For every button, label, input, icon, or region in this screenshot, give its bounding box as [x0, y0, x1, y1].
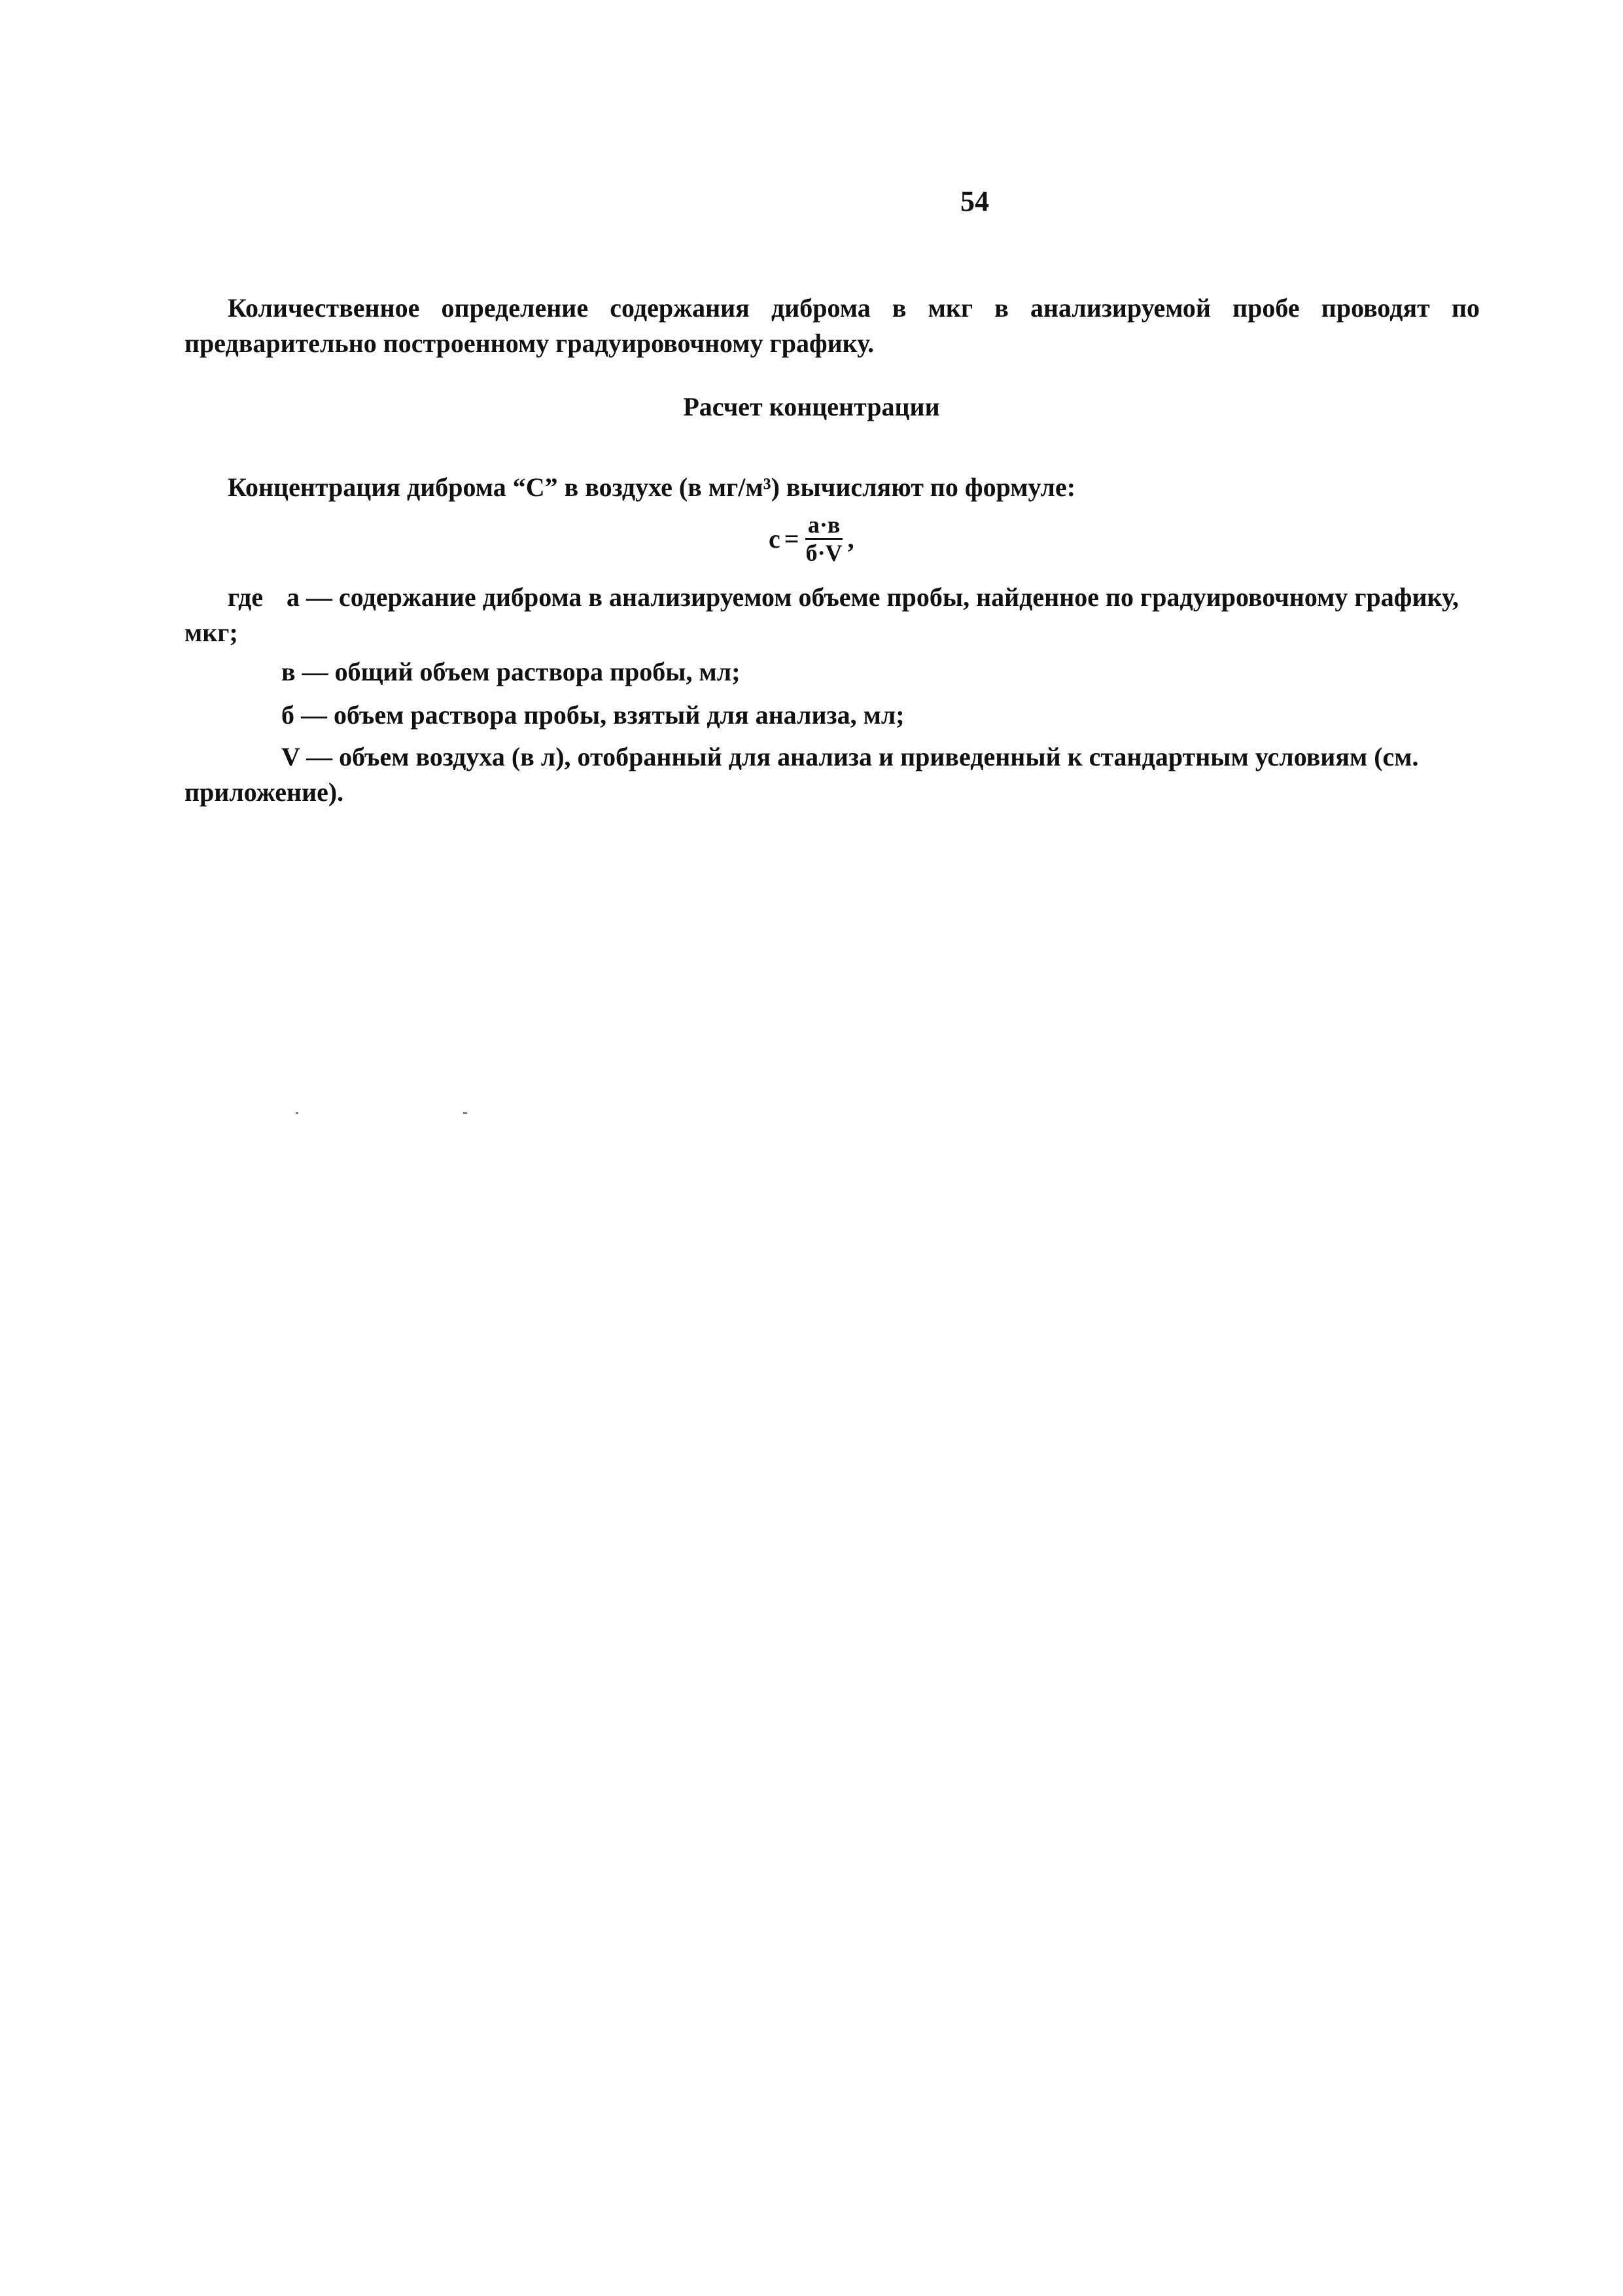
page-number: 54	[960, 185, 989, 217]
paragraph-quantitative-determination	[184, 291, 1480, 361]
paragraph-1-text: Количественное определение содержания диброма в мкг в анализируемой пробе проводят по предварительно построенному градуировочному графику.	[184, 293, 1480, 358]
formula-comma: ,	[847, 524, 854, 554]
formula-numerator: а·в	[805, 512, 843, 540]
paragraph-concentration	[184, 470, 1480, 505]
definition-where: где	[228, 582, 264, 612]
scan-speck	[296, 1112, 298, 1114]
definition-v: в — общий объем раствора пробы, мл;	[281, 657, 741, 686]
definition-a-text: а — содержание диброма в анализируемом объеме пробы, найденное по градуировочному графику, мкг;	[184, 582, 1459, 647]
formula-denominator: б·V	[805, 540, 843, 566]
definition-air-volume	[184, 739, 1480, 810]
formula	[769, 512, 854, 566]
section-heading: Расчет концентрации	[683, 392, 940, 421]
formula-lhs: с	[769, 524, 780, 554]
definition-a	[184, 580, 1480, 650]
formula-equals: =	[784, 524, 799, 554]
scan-speck	[463, 1112, 467, 1114]
formula-fraction	[803, 512, 845, 566]
definition-air-volume-text: V — объем воздуха (в л), отобранный для анализа и приведенный к стандартным условиям (см. приложение).	[184, 742, 1419, 807]
paragraph-2-text: Концентрация диброма “С” в воздухе (в мг/м³) вычисляют по формуле:	[228, 472, 1076, 502]
definition-b: б — объем раствора пробы, взятый для анализа, мл;	[281, 700, 905, 730]
